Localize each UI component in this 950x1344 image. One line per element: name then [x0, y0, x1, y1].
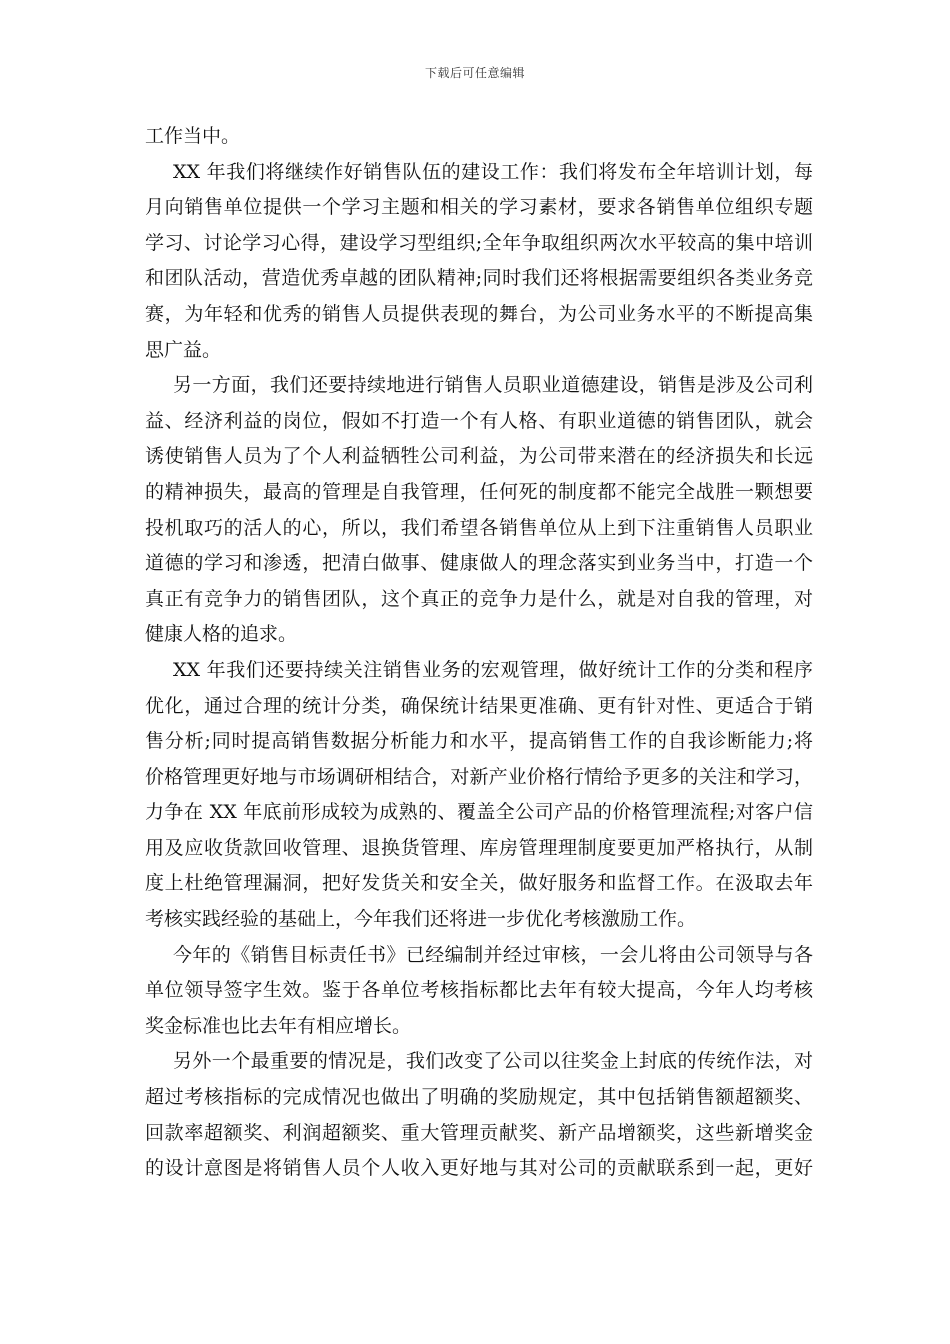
text-line: 奖金标准也比去年有相应增长。 [145, 1014, 412, 1037]
text-line: 售分析;同时提高销售数据分析能力和水平，提高销售工作的自我诊断能力;将 [145, 730, 813, 753]
text-line: 优化，通过合理的统计分类，确保统计结果更准确、更有针对性、更适合于销 [145, 694, 813, 717]
text-line: 价格管理更好地与市场调研相结合，对新产业价格行情给予更多的关注和学习， [145, 765, 813, 788]
text-line: 今年的《销售目标责任书》已经编制并经过审核，一会儿将由公司领导与各 [173, 943, 813, 966]
text-line: 考核实践经验的基础上，今年我们还将进一步优化考核激励工作。 [145, 908, 697, 931]
document-body [145, 119, 813, 1187]
text-line: 的精神损失，最高的管理是自我管理，任何死的制度都不能完全战胜一颗想要 [145, 480, 813, 503]
text-line: 超过考核指标的完成情况也做出了明确的奖励规定，其中包括销售额超额奖、 [145, 1086, 813, 1109]
text-line: 赛，为年轻和优秀的销售人员提供表现的舞台，为公司业务水平的不断提高集 [145, 302, 813, 325]
text-line: 投机取巧的活人的心，所以，我们希望各销售单位从上到下注重销售人员职业 [145, 516, 813, 539]
text-line: 力争在 XX 年底前形成较为成熟的、覆盖全公司产品的价格管理流程;对客户信 [145, 801, 813, 824]
text-line: XX 年我们还要持续关注销售业务的宏观管理，做好统计工作的分类和程序 [173, 658, 813, 681]
text-line: 道德的学习和渗透，把清白做事、健康做人的理念落实到业务当中，打造一个 [145, 552, 813, 575]
text-line: 度上杜绝管理漏洞，把好发货关和安全关，做好服务和监督工作。在汲取去年 [145, 872, 813, 895]
text-line: 的设计意图是将销售人员个人收入更好地与其对公司的贡献联系到一起，更好 [145, 1157, 813, 1180]
text-line: 月向销售单位提供一个学习主题和相关的学习素材，要求各销售单位组织专题 [145, 196, 813, 219]
text-line: 工作当中。 [145, 125, 241, 147]
text-line: 单位领导签字生效。鉴于各单位考核指标都比去年有较大提高，今年人均考核 [145, 979, 813, 1002]
text-line: 和团队活动，营造优秀卓越的团队精神;同时我们还将根据需要组织各类业务竞 [145, 267, 813, 290]
text-line: 健康人格的追求。 [145, 623, 298, 646]
text-line: 诱使销售人员为了个人利益牺牲公司利益，为公司带来潜在的经济损失和长远 [145, 445, 813, 468]
text-line: 用及应收货款回收管理、退换货管理、库房管理理制度要更加严格执行，从制 [145, 836, 813, 859]
text-line: 益、经济利益的岗位，假如不打造一个有人格、有职业道德的销售团队，就会 [145, 409, 813, 432]
page-header: 下载后可任意编辑 [424, 66, 525, 80]
text-line: 思广益。 [145, 338, 222, 361]
text-line: 另外一个最重要的情况是，我们改变了公司以往奖金上封底的传统作法，对 [173, 1050, 813, 1073]
text-line: 另一方面，我们还要持续地进行销售人员职业道德建设，销售是涉及公司利 [173, 374, 813, 397]
text-line: 回款率超额奖、利润超额奖、重大管理贡献奖、新产品增额奖，这些新增奖金 [145, 1121, 813, 1144]
text-line: 学习、讨论学习心得，建设学习型组织;全年争取组织两次水平较高的集中培训 [145, 231, 813, 254]
text-line: 真正有竞争力的销售团队，这个真正的竞争力是什么，就是对自我的管理，对 [145, 587, 813, 610]
text-line: XX 年我们将继续作好销售队伍的建设工作：我们将发布全年培训计划，每 [173, 160, 813, 183]
